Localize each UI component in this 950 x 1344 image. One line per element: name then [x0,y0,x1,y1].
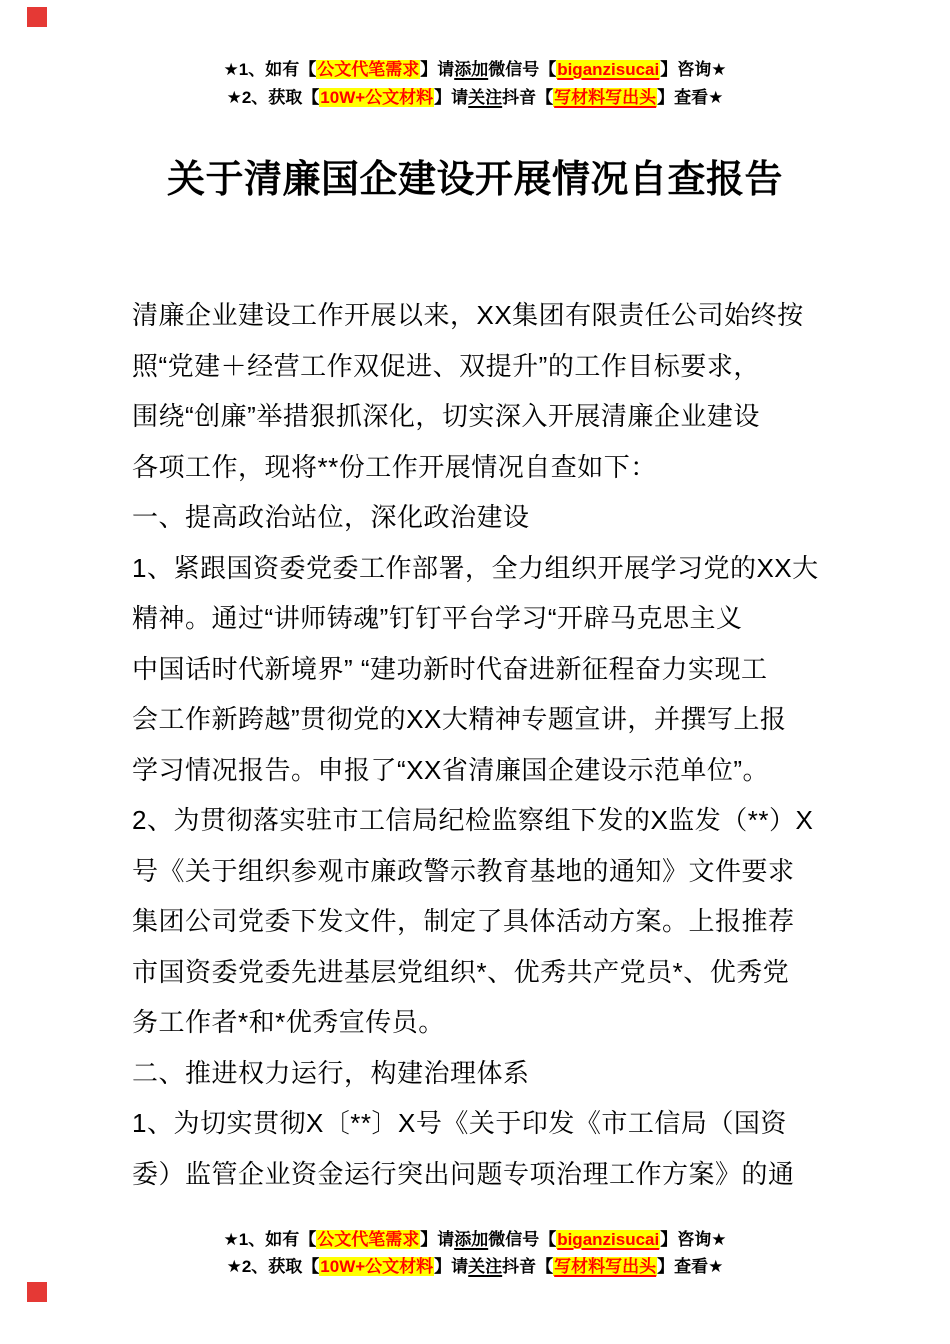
section-heading-1: 一、提高政治站位，深化政治建设 [132,502,530,532]
promo-douyin-id: 写材料写出头 [554,88,657,107]
promo-text: 微信号【 [488,60,557,79]
promo-highlight: 10W+公文材料 [320,88,434,107]
promo-wechat-id: biganzisucai [557,60,660,79]
promo-header-line-2 [0,84,950,112]
promo-wechat-id: biganzisucai [557,1230,660,1249]
promo-text: 】请 [420,60,455,79]
body-line: 精神。通过“讲师铸魂”钉钉平台学习“开辟马克思主义 [132,603,743,633]
promo-highlight: 10W+公文材料 [320,1257,434,1276]
promo-footer-line-1 [0,1226,950,1253]
page-title: 关于清廉国企建设开展情况自查报告 [166,159,783,201]
promo-footer [0,1226,950,1280]
promo-text: 】请 [420,1230,455,1249]
promo-douyin-id: 写材料写出头 [554,1257,657,1276]
promo-footer-line-2 [0,1253,950,1280]
promo-text: ★2、获取【 [226,88,320,107]
promo-text: 微信号【 [488,1230,557,1249]
promo-text: ★1、如有【 [223,60,317,79]
promo-text: ★2、获取【 [226,1257,320,1276]
body-line: 号《关于组织参观市廉政警示教育基地的通知》文件要求 [132,855,795,886]
body-line: 会工作新跨越”贯彻党的XX大精神专题宣讲，并撰写上报 [132,704,787,734]
promo-highlight: 公文代笔需求 [317,60,420,79]
promo-text: 】咨询★ [660,1230,727,1249]
red-corner-mark-bottom [27,1282,47,1302]
body-line: 各项工作，现将**份工作开展情况自查如下： [132,451,657,482]
promo-text: 】请 [434,88,469,107]
promo-header-line-1 [0,56,950,84]
red-corner-mark-top [27,7,47,27]
promo-text: 】查看★ [657,1257,724,1276]
promo-header [0,56,950,112]
body-line: 学习情况报告。申报了“XX省清廉国企建设示范单位”。 [132,754,770,785]
body-line: 照“党建＋经营工作双促进、双提升”的工作目标要求， [132,350,760,381]
promo-text: 】咨询★ [660,60,727,79]
section-heading-2: 二、推进权力运行，构建治理体系 [132,1057,530,1088]
promo-text: ★1、如有【 [223,1230,317,1249]
body-line: 市国资委党委先进基层党组织*、优秀共产党员*、优秀党 [132,956,790,987]
body-line: 2、为贯彻落实驻市工信局纪检监察组下发的X监发（**）X [132,805,814,835]
promo-underline-text: 关注 [468,88,503,107]
promo-text: 抖音【 [502,88,554,107]
body-line: 清廉企业建设工作开展以来，XX集团有限责任公司始终按 [132,300,804,330]
promo-text: 】查看★ [657,88,724,107]
body-line: 1、紧跟国资委党委工作部署，全力组织开展学习党的XX大 [132,552,819,583]
promo-underline-text: 关注 [468,1257,503,1276]
promo-highlight: 公文代笔需求 [317,1230,420,1249]
promo-underline-text: 添加 [454,1230,489,1249]
document-body [132,290,832,1199]
body-line: 务工作者*和*优秀宣传员。 [132,1007,445,1037]
body-line: 1、为切实贯彻X〔**〕X号《关于印发《市工信局（国资 [132,1108,787,1138]
body-line: 集团公司党委下发文件，制定了具体活动方案。上报推荐 [132,906,795,936]
promo-text: 抖音【 [502,1257,554,1276]
promo-underline-text: 添加 [454,60,489,79]
body-line: 委）监管企业资金运行突出问题专项治理工作方案》的通 [132,1158,795,1189]
body-line: 中国话时代新境界” “建功新时代奋进新征程奋力实现工 [132,653,768,684]
body-line: 围绕“创廉”举措狠抓深化，切实深入开展清廉企业建设 [132,401,760,431]
promo-text: 】请 [434,1257,469,1276]
